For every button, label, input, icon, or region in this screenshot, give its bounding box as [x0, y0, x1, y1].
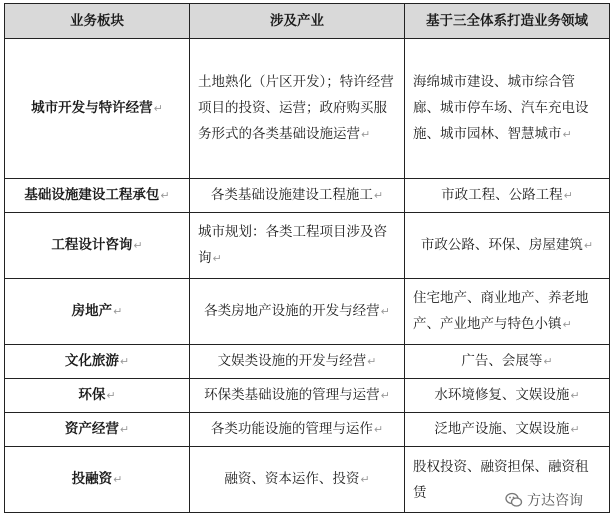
paragraph-mark: ↵ — [113, 473, 123, 486]
table-row — [5, 39, 610, 179]
table-row — [5, 179, 610, 213]
paragraph-mark: ↵ — [380, 305, 390, 318]
segment-cell — [5, 279, 190, 345]
paragraph-mark: ↵ — [373, 423, 384, 436]
paragraph-mark: ↵ — [212, 252, 222, 265]
domain-text: 海绵城市建设、城市综合管廊、城市停车场、汽车充电设施、城市园林、智慧城市 — [413, 74, 589, 142]
domain-cell — [405, 213, 610, 279]
industry-text: 文娱类设施的开发与经营 — [217, 353, 367, 369]
segment-text: 基础设施建设工程承包 — [24, 187, 160, 203]
industry-cell — [190, 279, 405, 345]
segment-cell — [5, 39, 190, 179]
segment-cell — [5, 379, 190, 413]
table-row — [5, 413, 610, 447]
industry-text: 环保类基础设施的管理与运营 — [204, 387, 380, 403]
industry-cell — [190, 379, 405, 413]
table-row — [5, 213, 610, 279]
domain-text: 广告、会展等 — [461, 353, 543, 369]
domain-text: 住宅地产、商业地产、养老地产、产业地产与特色小镇 — [413, 290, 589, 332]
watermark-text: 方达咨询 — [527, 493, 583, 509]
domain-cell — [405, 179, 610, 213]
domain-text: 市政公路、环保、房屋建筑 — [420, 237, 583, 253]
paragraph-mark: ↵ — [563, 189, 573, 202]
industry-cell — [190, 413, 405, 447]
domain-cell — [405, 39, 610, 179]
industry-cell — [190, 39, 405, 179]
paragraph-mark: ↵ — [570, 423, 580, 436]
domain-cell — [405, 379, 610, 413]
industry-cell — [190, 447, 405, 513]
paragraph-mark: ↵ — [562, 318, 572, 331]
domain-cell — [405, 413, 610, 447]
business-segment-table — [4, 3, 610, 513]
paragraph-mark: ↵ — [543, 355, 553, 368]
segment-text: 文化旅游 — [64, 353, 119, 369]
header-domain: 基于三全体系打造业务领域 — [405, 4, 610, 39]
domain-text: 泛地产设施、文娱设施 — [434, 421, 570, 437]
paragraph-mark: ↵ — [119, 423, 130, 436]
domain-cell — [405, 345, 610, 379]
table-header-row — [5, 4, 610, 39]
industry-text: 各类功能设施的管理与运作 — [210, 421, 373, 437]
segment-text: 资产经营 — [64, 421, 119, 437]
paragraph-mark: ↵ — [360, 473, 370, 486]
segment-text: 投融资 — [71, 471, 113, 487]
industry-cell — [190, 345, 405, 379]
paragraph-mark: ↵ — [106, 389, 116, 402]
paragraph-mark: ↵ — [119, 355, 130, 368]
segment-text: 工程设计咨询 — [51, 237, 133, 253]
paragraph-mark: ↵ — [367, 355, 377, 368]
industry-text: 各类基础设施建设工程施工 — [210, 187, 373, 203]
table-row — [5, 345, 610, 379]
wechat-icon — [505, 491, 523, 509]
industry-cell — [190, 179, 405, 213]
domain-text: 水环境修复、文娱设施 — [434, 387, 570, 403]
paragraph-mark: ↵ — [133, 239, 143, 252]
segment-cell — [5, 213, 190, 279]
table-row — [5, 379, 610, 413]
paragraph-mark: ↵ — [160, 189, 170, 202]
table-row — [5, 279, 610, 345]
segment-text: 房地产 — [71, 303, 113, 319]
watermark — [505, 489, 605, 511]
segment-cell — [5, 413, 190, 447]
industry-text: 城市规划：各类工程项目涉及咨询 — [198, 224, 387, 266]
header-industry: 涉及产业 — [190, 4, 405, 39]
paragraph-mark: ↵ — [583, 239, 594, 252]
industry-cell — [190, 213, 405, 279]
industry-text: 土地熟化（片区开发）；特许经营项目的投资、运营；政府购买服务形式的各类基础设施运营 — [198, 74, 394, 142]
industry-text: 各类房地产设施的开发与经营 — [204, 303, 380, 319]
domain-text: 股权投资、融资担保、融资租赁 — [413, 458, 589, 501]
header-segment: 业务板块 — [5, 4, 190, 39]
segment-cell — [5, 345, 190, 379]
paragraph-mark: ↵ — [562, 128, 572, 141]
segment-cell — [5, 179, 190, 213]
domain-text: 市政工程、公路工程 — [441, 187, 563, 203]
paragraph-mark: ↵ — [373, 189, 384, 202]
segment-cell — [5, 447, 190, 513]
segment-text: 城市开发与特许经营 — [31, 100, 153, 116]
segment-text: 环保 — [78, 387, 106, 403]
paragraph-mark: ↵ — [380, 389, 390, 402]
paragraph-mark: ↵ — [361, 128, 371, 141]
industry-text: 融资、资本运作、投资 — [224, 471, 360, 487]
paragraph-mark: ↵ — [153, 102, 163, 115]
paragraph-mark: ↵ — [113, 305, 123, 318]
domain-cell — [405, 279, 610, 345]
paragraph-mark: ↵ — [570, 389, 580, 402]
